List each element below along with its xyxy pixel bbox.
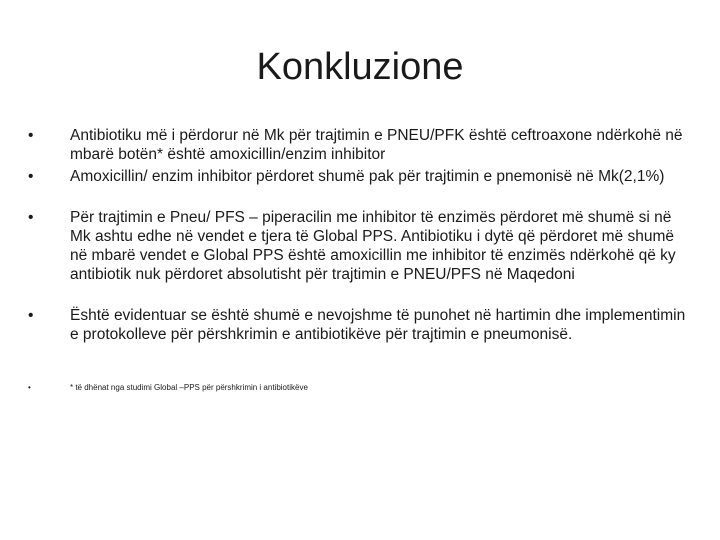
bullet-text-1: Antibiotiku më i përdorur në Mk për trajtimin e PNEU/PFK është ceftroaxone ndërkohë në mbarë botën* është amoxicillin/enzim inhibitor [70,127,683,163]
bullet-icon: • [28,127,34,144]
bullet-text-4: Është evidentuar se është shumë e nevojshme të punohet në hartimin dhe implementimin e protokolleve për përshkrimin e antibiotikëve për trajtimin e pneumonisë. [70,307,686,343]
bullet-text-3: Për trajtimin e Pneu/ PFS – piperacilin me inhibitor të enzimës përdoret më shumë si në Mk ashtu edhe në vendet e tjera të Global PPS. Antibiotiku i dytë që përdoret më shumë në mbarë vendet e Global PPS është amoxicillin me inhibitor të enzimës ndërkohë që ky antibiotik nuk përdoret absolutisht për trajtimin e PNEU/PFS në Maqedoni [70,209,676,283]
bullet-icon: • [28,209,34,226]
footnote-item [28,382,688,394]
bullet-item-4 [28,306,688,344]
bullet-icon: • [28,383,31,392]
bullet-icon: • [28,307,34,324]
footnote-text: * të dhënat nga studimi Global –PPS për përshkrimin i antibiotikëve [70,383,308,392]
bullet-item-1 [28,126,688,164]
slide-title: Konkluzione [256,46,464,88]
bullet-list [28,126,688,394]
bullet-text-2: Amoxicillin/ enzim inhibitor përdoret shumë pak për trajtimin e pnemonisë në Mk(2,1%) [70,168,665,185]
bullet-icon: • [28,168,34,185]
bullet-item-3 [28,208,688,284]
bullet-item-2 [28,167,688,186]
